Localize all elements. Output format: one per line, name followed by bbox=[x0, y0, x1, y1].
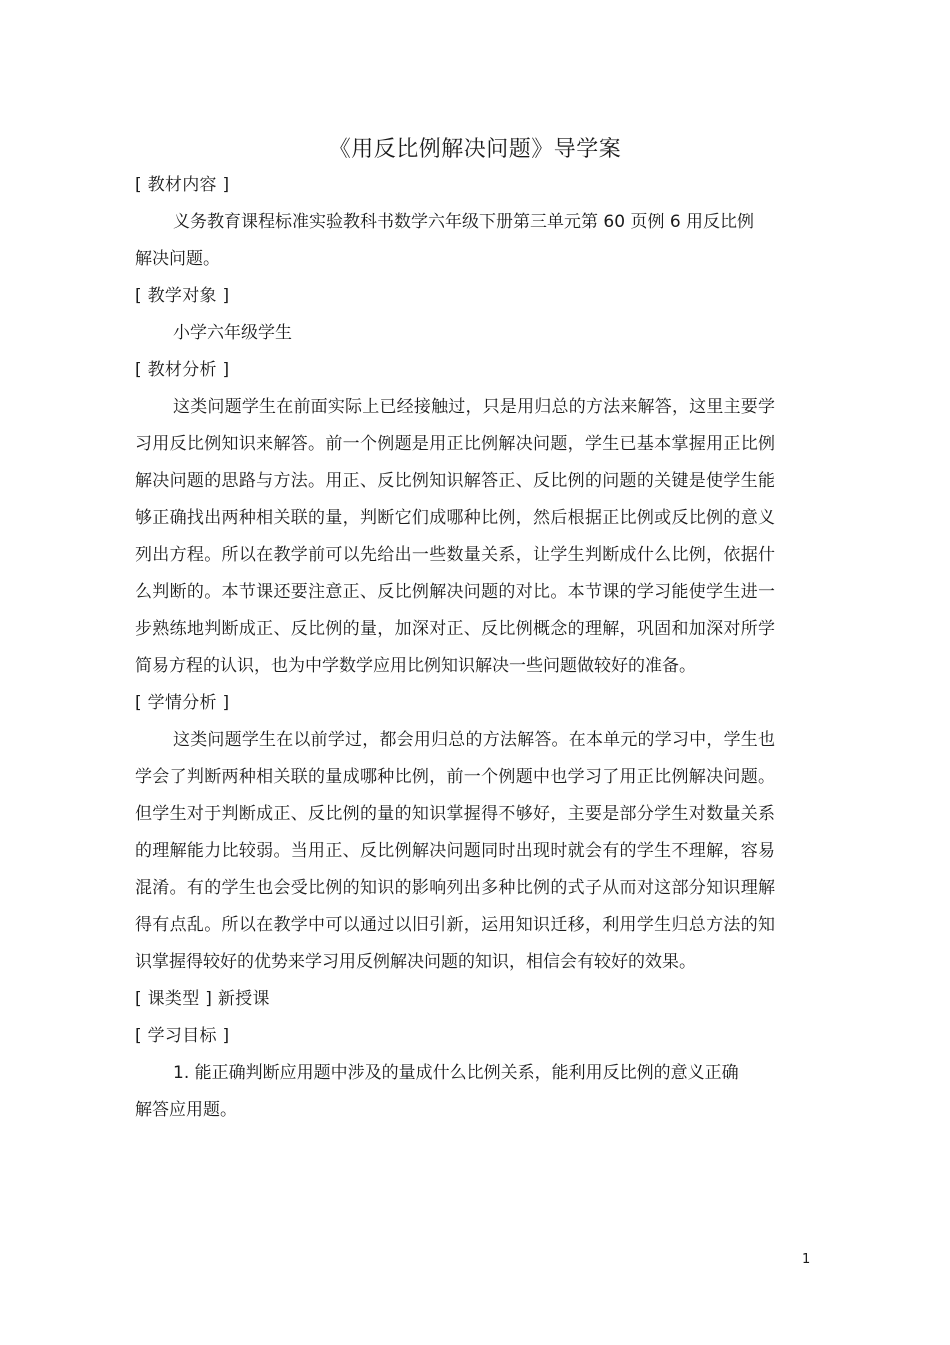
document-body bbox=[135, 167, 775, 1129]
material-content-text-line2: 解决问题。 bbox=[135, 249, 220, 269]
section-heading-teaching-object: [ 教学对象 ] bbox=[135, 286, 230, 306]
learning-goal-item-1-line2: 解答应用题。 bbox=[135, 1100, 237, 1120]
learning-analysis-paragraph: 这类问题学生在以前学过，都会用归总的方法解答。在本单元的学习中，学生也学会了判断两种相关联的量成哪种比例，前一个例题中也学习了用正比例解决问题。但学生对于判断成正、反比例的量的知识掌握得不够好，主要是部分学生对数量关系的理解能力比较弱。当用正、反比例解决问题同时出现时就会有的学生不理解，容易混淆。有的学生也会受比例的知识的影响列出多种比例的式子从而对这部分知识理解得有点乱。所以在教学中可以通过以旧引新，运用知识迁移，利用学生归总方法的知识掌握得较好的优势来学习用反例解决问题的知识，相信会有较好的效果。 bbox=[135, 730, 775, 972]
teaching-object-text: 小学六年级学生 bbox=[173, 323, 292, 343]
document-title: 《用反比例解决问题》导学案 bbox=[328, 137, 622, 162]
material-analysis-paragraph: 这类问题学生在前面实际上已经接触过，只是用归总的方法来解答，这里主要学习用反比例知识来解答。前一个例题是用正比例解决问题，学生已基本掌握用正比例解决问题的思路与方法。用正、反比例知识解答正、反比例的问题的关键是使学生能够正确找出两种相关联的量，判断它们成哪种比例，然后根据正比例或反比例的意义列出方程。所以在教学前可以先给出一些数量关系，让学生判断成什么比例，依据什么判断的。本节课还要注意正、反比例解决问题的对比。本节课的学习能使学生进一步熟练地判断成正、反比例的量，加深对正、反比例概念的理解，巩固和加深对所学简易方程的认识，也为中学数学应用比例知识解决一些问题做较好的准备。 bbox=[135, 397, 775, 676]
section-heading-material-content: [ 教材内容 ] bbox=[135, 175, 230, 195]
page-number: 1 bbox=[802, 1252, 811, 1267]
section-heading-learning-analysis: [ 学情分析 ] bbox=[135, 693, 230, 713]
section-heading-material-analysis: [ 教材分析 ] bbox=[135, 360, 230, 380]
material-content-text-line1: 义务教育课程标准实验教科书数学六年级下册第三单元第 60 页例 6 用反比例 bbox=[173, 212, 755, 232]
section-heading-learning-goals: [ 学习目标 ] bbox=[135, 1026, 230, 1046]
section-heading-class-type: [ 课类型 ] 新授课 bbox=[135, 989, 270, 1009]
learning-goal-item-1-line1: 1. 能正确判断应用题中涉及的量成什么比例关系，能利用反比例的意义正确 bbox=[173, 1063, 739, 1083]
